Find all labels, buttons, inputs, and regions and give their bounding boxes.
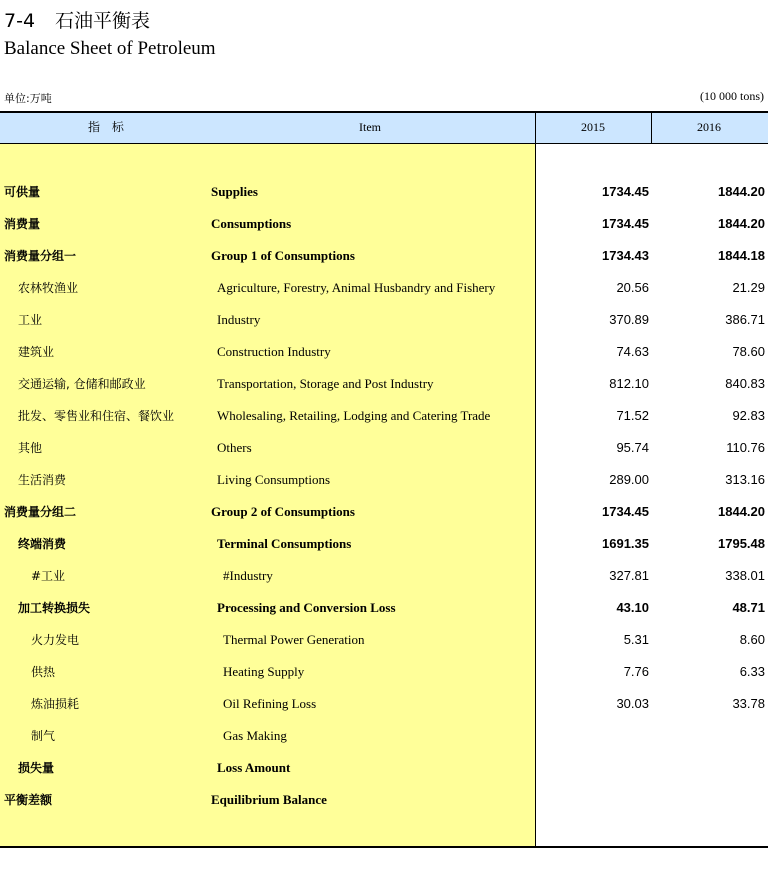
row-label-cn: 加工转换损失 [18,601,91,615]
row-label-en: Gas Making [223,728,287,743]
value-2016: 386.71 [725,312,765,327]
row-label-en: Supplies [211,184,258,199]
row-label-cn: 平衡差额 [4,793,53,807]
value-2015: 370.89 [609,312,649,327]
table-row [0,464,768,496]
value-2016: 8.60 [739,632,765,647]
header-indicator: 指 标 [88,120,128,134]
table-row [0,560,768,592]
unit-label-en: (10 000 tons) [700,89,764,103]
row-label-cn: 炼油损耗 [31,697,80,711]
row-label-en: Loss Amount [217,760,291,775]
value-2015: 95.74 [616,440,649,455]
table-row [0,624,768,656]
row-label-cn: 可供量 [4,185,41,199]
title-cn-text: 石油平衡表 [55,10,151,32]
value-2016: 33.78 [732,696,765,711]
row-label-en: #Industry [223,568,273,583]
value-2016: 6.33 [739,664,765,679]
row-label-cn: 批发、零售业和住宿、餐饮业 [18,409,175,423]
row-label-cn: 制气 [31,729,56,743]
value-2015: 30.03 [616,696,649,711]
value-2015: 1734.43 [602,248,649,263]
row-label-cn: 消费量分组一 [4,249,77,263]
table-row [0,208,768,240]
value-2015: 71.52 [616,408,649,423]
table-number: 7-4 [4,10,36,32]
row-label-en: Oil Refining Loss [223,696,317,711]
row-label-en: Living Consumptions [217,472,331,487]
value-2016: 78.60 [732,344,765,359]
value-2016: 1844.20 [718,504,765,519]
header-item: Item [359,120,381,134]
header-bottom-rule [0,143,768,144]
header-year-divider [651,112,652,143]
table-row [0,336,768,368]
row-label-cn: 火力发电 [31,633,80,647]
value-2016: 1844.20 [718,216,765,231]
row-label-en: Equilibrium Balance [211,792,327,807]
value-2016: 21.29 [732,280,765,295]
row-label-en: Thermal Power Generation [223,632,365,647]
row-label-en: Others [217,440,252,455]
row-label-en: Heating Supply [223,664,305,679]
unit-label-cn: 单位:万吨 [4,92,52,105]
row-label-cn: 供热 [31,665,56,679]
value-2016: 92.83 [732,408,765,423]
value-2015: 20.56 [616,280,649,295]
table-row [0,368,768,400]
table-top-rule [0,111,768,113]
value-2015: 7.76 [623,664,649,679]
value-2015: 1734.45 [602,504,649,519]
row-label-cn: 建筑业 [18,345,55,359]
table-row [0,400,768,432]
table-row [0,272,768,304]
table-row [0,720,768,752]
header-year-2016: 2016 [697,120,721,134]
row-label-cn: 工业 [18,313,43,327]
row-label-en: Processing and Conversion Loss [217,600,396,615]
value-2016: 110.76 [726,440,765,455]
row-label-en: Construction Industry [217,344,331,359]
value-2016: 48.71 [732,600,765,615]
table-row [0,496,768,528]
row-label-en: Wholesaling, Retailing, Lodging and Catering Trade [217,408,491,423]
row-label-cn: 消费量 [4,217,41,231]
table-row [0,656,768,688]
row-label-cn: 其他 [18,441,43,455]
value-2015: 289.00 [609,472,649,487]
row-label-cn: 农林牧渔业 [18,281,79,295]
table-bottom-rule [0,846,768,848]
row-label-cn: 消费量分组二 [4,505,77,519]
row-label-en: Transportation, Storage and Post Industry [217,376,434,391]
table-row [0,688,768,720]
value-2016: 1844.20 [718,184,765,199]
table-row [0,432,768,464]
table-row [0,528,768,560]
page-title-cn [4,6,150,33]
row-label-en: Group 2 of Consumptions [211,504,355,519]
row-label-en: Group 1 of Consumptions [211,248,355,263]
table-row [0,752,768,784]
value-2015: 5.31 [623,632,649,647]
value-2015: 1734.45 [602,216,649,231]
value-2016: 313.16 [725,472,765,487]
value-2015: 43.10 [616,600,649,615]
value-2015: 74.63 [616,344,649,359]
value-2016: 338.01 [725,568,765,583]
value-2016: 1844.18 [718,248,765,263]
value-2016: 840.83 [725,376,765,391]
value-2015: 327.81 [609,568,649,583]
value-2015: 812.10 [609,376,649,391]
table-row [0,784,768,816]
row-label-cn: #工业 [31,569,66,583]
row-label-en: Consumptions [211,216,292,231]
page-title-en: Balance Sheet of Petroleum [4,38,216,59]
table-row [0,592,768,624]
table-row [0,240,768,272]
value-2015: 1734.45 [602,184,649,199]
row-label-en: Terminal Consumptions [217,536,352,551]
row-label-cn: 生活消费 [18,473,67,487]
row-label-en: Industry [217,312,261,327]
table-row [0,304,768,336]
value-2016: 1795.48 [718,536,765,551]
row-label-cn: 终端消费 [18,537,67,551]
value-2015: 1691.35 [602,536,649,551]
table-row [0,176,768,208]
row-label-cn: 交通运输, 仓储和邮政业 [18,377,146,391]
row-label-en: Agriculture, Forestry, Animal Husbandry and Fishery [217,280,496,295]
row-label-cn: 损失量 [18,761,55,775]
header-year-2015: 2015 [581,120,605,134]
